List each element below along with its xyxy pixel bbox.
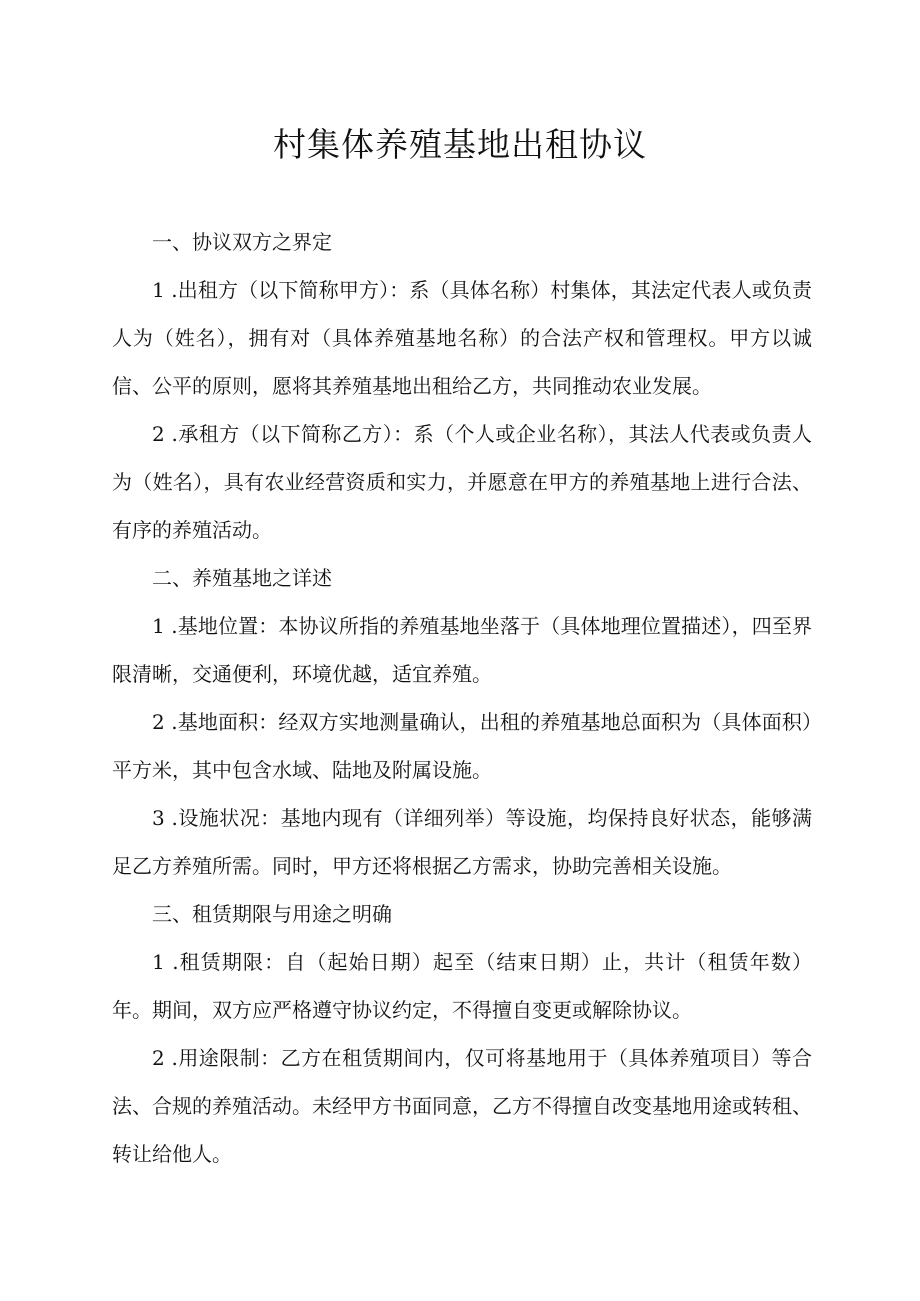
clause-paragraph: 2 .用途限制：乙方在租赁期间内，仅可将基地用于（具体养殖项目）等合法、合规的养殖活动。未经甲方书面同意，乙方不得擅自改变基地用途或转租、转让给他人。 xyxy=(112,1046,812,1166)
document-title: 村集体养殖基地出租协议 xyxy=(273,125,647,164)
clause-paragraph: 1 .基地位置：本协议所指的养殖基地坐落于（具体地理位置描述），四至界限清晰，交通便利，环境优越，适宜养殖。 xyxy=(112,614,812,686)
clause-paragraph: 1 .出租方（以下简称甲方）：系（具体名称）村集体，其法定代表人或负责人为（姓名），拥有对（具体养殖基地名称）的合法产权和管理权。甲方以诚信、公平的原则，愿将其养殖基地出租给乙方，共同推动农业发展。 xyxy=(112,278,812,398)
document-body xyxy=(112,218,812,1178)
section-heading: 一、协议双方之界定 xyxy=(152,230,332,254)
section-heading: 二、养殖基地之详述 xyxy=(152,566,332,590)
clause-paragraph: 3 .设施状况：基地内现有（详细列举）等设施，均保持良好状态，能够满足乙方养殖所需。同时，甲方还将根据乙方需求，协助完善相关设施。 xyxy=(112,806,812,878)
section-heading: 三、租赁期限与用途之明确 xyxy=(152,902,392,926)
clause-paragraph: 1 .租赁期限：自（起始日期）起至（结束日期）止，共计（租赁年数）年。期间，双方应严格遵守协议约定，不得擅自变更或解除协议。 xyxy=(112,950,812,1022)
clause-paragraph: 2 .基地面积：经双方实地测量确认，出租的养殖基地总面积为（具体面积）平方米，其中包含水域、陆地及附属设施。 xyxy=(112,710,812,782)
clause-paragraph: 2 .承租方（以下简称乙方）：系（个人或企业名称），其法人代表或负责人为（姓名），具有农业经营资质和实力，并愿意在甲方的养殖基地上进行合法、有序的养殖活动。 xyxy=(112,422,812,542)
